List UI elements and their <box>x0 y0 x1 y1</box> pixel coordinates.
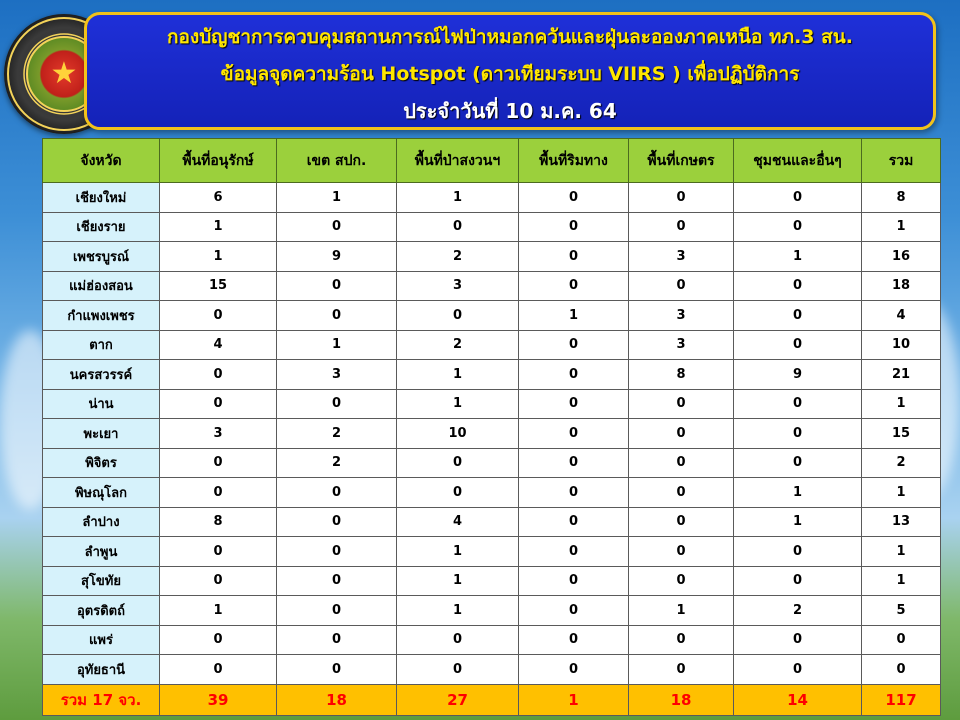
province-cell: ลำพูน <box>43 537 160 567</box>
value-cell: 10 <box>397 419 519 449</box>
table-row <box>43 507 941 537</box>
table-row <box>43 625 941 655</box>
province-cell: สุโขทัย <box>43 566 160 596</box>
total-value-cell: 1 <box>519 684 629 715</box>
value-cell: 0 <box>160 389 277 419</box>
value-cell: 0 <box>160 655 277 685</box>
value-cell: 0 <box>277 566 397 596</box>
total-label-cell: รวม 17 จว. <box>43 684 160 715</box>
value-cell: 0 <box>519 655 629 685</box>
value-cell: 0 <box>277 478 397 508</box>
value-cell: 0 <box>519 360 629 390</box>
value-cell: 3 <box>277 360 397 390</box>
column-header: พื้นที่เกษตร <box>629 139 734 183</box>
column-header: ชุมชนและอื่นๆ <box>734 139 862 183</box>
hotspot-table-container <box>42 138 940 716</box>
table-row <box>43 301 941 331</box>
value-cell: 0 <box>734 655 862 685</box>
value-cell: 0 <box>160 566 277 596</box>
table-row <box>43 448 941 478</box>
value-cell: 2 <box>277 448 397 478</box>
total-value-cell: 18 <box>277 684 397 715</box>
value-cell: 0 <box>519 212 629 242</box>
table-body <box>43 183 941 716</box>
value-cell: 0 <box>519 537 629 567</box>
value-cell: 1 <box>397 183 519 213</box>
value-cell: 3 <box>629 330 734 360</box>
column-header: จังหวัด <box>43 139 160 183</box>
value-cell: 0 <box>519 507 629 537</box>
value-cell: 0 <box>519 183 629 213</box>
title-line-1: กองบัญชาการควบคุมสถานการณ์ไฟป่าหมอกควันและฝุ่นละอองภาคเหนือ ทภ.3 สน. <box>167 26 853 48</box>
total-value-cell: 27 <box>397 684 519 715</box>
value-cell: 2 <box>397 330 519 360</box>
province-cell: กำแพงเพชร <box>43 301 160 331</box>
value-cell: 1 <box>862 478 941 508</box>
value-cell: 0 <box>160 448 277 478</box>
value-cell: 0 <box>734 625 862 655</box>
value-cell: 0 <box>734 566 862 596</box>
value-cell: 1 <box>160 242 277 272</box>
value-cell: 0 <box>519 448 629 478</box>
value-cell: 1 <box>277 183 397 213</box>
province-cell: พะเยา <box>43 419 160 449</box>
value-cell: 1 <box>397 566 519 596</box>
column-header: พื้นที่ริมทาง <box>519 139 629 183</box>
province-cell: เพชรบูรณ์ <box>43 242 160 272</box>
value-cell: 0 <box>629 448 734 478</box>
value-cell: 2 <box>862 448 941 478</box>
value-cell: 0 <box>734 537 862 567</box>
value-cell: 3 <box>629 242 734 272</box>
value-cell: 1 <box>629 596 734 626</box>
value-cell: 1 <box>277 330 397 360</box>
value-cell: 16 <box>862 242 941 272</box>
table-row <box>43 478 941 508</box>
table-row <box>43 537 941 567</box>
value-cell: 0 <box>629 537 734 567</box>
value-cell: 0 <box>160 301 277 331</box>
value-cell: 9 <box>277 242 397 272</box>
province-cell: เชียงใหม่ <box>43 183 160 213</box>
value-cell: 0 <box>519 330 629 360</box>
province-cell: อุทัยธานี <box>43 655 160 685</box>
table-row <box>43 212 941 242</box>
value-cell: 0 <box>734 301 862 331</box>
value-cell: 1 <box>734 507 862 537</box>
value-cell: 0 <box>160 625 277 655</box>
value-cell: 0 <box>862 625 941 655</box>
value-cell: 0 <box>519 242 629 272</box>
value-cell: 5 <box>862 596 941 626</box>
table-row <box>43 183 941 213</box>
value-cell: 2 <box>734 596 862 626</box>
value-cell: 0 <box>629 271 734 301</box>
table-row <box>43 389 941 419</box>
value-cell: 1 <box>397 596 519 626</box>
value-cell: 1 <box>862 537 941 567</box>
value-cell: 3 <box>160 419 277 449</box>
value-cell: 0 <box>734 448 862 478</box>
total-value-cell: 117 <box>862 684 941 715</box>
value-cell: 0 <box>519 625 629 655</box>
value-cell: 0 <box>397 212 519 242</box>
value-cell: 0 <box>397 478 519 508</box>
value-cell: 4 <box>160 330 277 360</box>
hotspot-table <box>42 138 941 716</box>
value-cell: 2 <box>277 419 397 449</box>
value-cell: 0 <box>519 596 629 626</box>
value-cell: 4 <box>862 301 941 331</box>
value-cell: 0 <box>277 389 397 419</box>
province-cell: พิจิตร <box>43 448 160 478</box>
value-cell: 6 <box>160 183 277 213</box>
column-header: รวม <box>862 139 941 183</box>
value-cell: 0 <box>277 655 397 685</box>
value-cell: 2 <box>397 242 519 272</box>
value-cell: 0 <box>862 655 941 685</box>
column-header: พื้นที่อนุรักษ์ <box>160 139 277 183</box>
value-cell: 0 <box>277 625 397 655</box>
value-cell: 0 <box>277 212 397 242</box>
value-cell: 0 <box>629 625 734 655</box>
province-cell: นครสวรรค์ <box>43 360 160 390</box>
value-cell: 1 <box>397 389 519 419</box>
value-cell: 0 <box>734 419 862 449</box>
value-cell: 0 <box>277 537 397 567</box>
value-cell: 8 <box>160 507 277 537</box>
value-cell: 10 <box>862 330 941 360</box>
value-cell: 4 <box>397 507 519 537</box>
table-row <box>43 330 941 360</box>
value-cell: 0 <box>629 566 734 596</box>
value-cell: 21 <box>862 360 941 390</box>
value-cell: 0 <box>734 330 862 360</box>
value-cell: 0 <box>519 271 629 301</box>
total-value-cell: 39 <box>160 684 277 715</box>
value-cell: 0 <box>629 507 734 537</box>
value-cell: 3 <box>397 271 519 301</box>
value-cell: 1 <box>397 360 519 390</box>
province-cell: แพร่ <box>43 625 160 655</box>
value-cell: 18 <box>862 271 941 301</box>
value-cell: 9 <box>734 360 862 390</box>
value-cell: 1 <box>397 537 519 567</box>
value-cell: 1 <box>160 596 277 626</box>
title-banner <box>84 12 936 130</box>
report-date: ประจำวันที่ 10 ม.ค. 64 <box>403 99 617 123</box>
title-line-2: ข้อมูลจุดความร้อน Hotspot (ดาวเทียมระบบ VIIRS ) เพื่อปฏิบัติการ <box>220 63 800 85</box>
value-cell: 0 <box>629 183 734 213</box>
value-cell: 0 <box>629 212 734 242</box>
province-cell: อุตรดิตถ์ <box>43 596 160 626</box>
value-cell: 8 <box>862 183 941 213</box>
total-value-cell: 14 <box>734 684 862 715</box>
column-header: เขต สปก. <box>277 139 397 183</box>
total-row <box>43 684 941 715</box>
value-cell: 0 <box>629 419 734 449</box>
value-cell: 8 <box>629 360 734 390</box>
value-cell: 0 <box>734 183 862 213</box>
province-cell: แม่ฮ่องสอน <box>43 271 160 301</box>
value-cell: 15 <box>160 271 277 301</box>
table-row <box>43 419 941 449</box>
value-cell: 0 <box>734 212 862 242</box>
column-header: พื้นที่ป่าสงวนฯ <box>397 139 519 183</box>
value-cell: 0 <box>629 655 734 685</box>
value-cell: 0 <box>160 537 277 567</box>
table-row <box>43 271 941 301</box>
value-cell: 0 <box>519 566 629 596</box>
total-value-cell: 18 <box>629 684 734 715</box>
value-cell: 0 <box>519 478 629 508</box>
value-cell: 1 <box>519 301 629 331</box>
value-cell: 0 <box>519 389 629 419</box>
value-cell: 0 <box>734 389 862 419</box>
value-cell: 1 <box>160 212 277 242</box>
value-cell: 1 <box>734 478 862 508</box>
province-cell: เชียงราย <box>43 212 160 242</box>
province-cell: ตาก <box>43 330 160 360</box>
value-cell: 1 <box>862 389 941 419</box>
value-cell: 0 <box>734 271 862 301</box>
value-cell: 3 <box>629 301 734 331</box>
value-cell: 0 <box>277 301 397 331</box>
value-cell: 0 <box>397 448 519 478</box>
value-cell: 15 <box>862 419 941 449</box>
value-cell: 1 <box>862 212 941 242</box>
table-header-row <box>43 139 941 183</box>
value-cell: 13 <box>862 507 941 537</box>
table-row <box>43 360 941 390</box>
value-cell: 0 <box>277 271 397 301</box>
value-cell: 0 <box>629 389 734 419</box>
table-row <box>43 566 941 596</box>
value-cell: 0 <box>277 507 397 537</box>
value-cell: 0 <box>397 655 519 685</box>
value-cell: 1 <box>734 242 862 272</box>
value-cell: 0 <box>519 419 629 449</box>
table-row <box>43 242 941 272</box>
province-cell: ลำปาง <box>43 507 160 537</box>
value-cell: 0 <box>629 478 734 508</box>
table-row <box>43 655 941 685</box>
province-cell: พิษณุโลก <box>43 478 160 508</box>
value-cell: 0 <box>277 596 397 626</box>
military-emblem-icon: ★ <box>50 55 78 91</box>
value-cell: 0 <box>160 360 277 390</box>
value-cell: 1 <box>862 566 941 596</box>
value-cell: 0 <box>397 625 519 655</box>
province-cell: น่าน <box>43 389 160 419</box>
value-cell: 0 <box>160 478 277 508</box>
value-cell: 0 <box>397 301 519 331</box>
table-row <box>43 596 941 626</box>
